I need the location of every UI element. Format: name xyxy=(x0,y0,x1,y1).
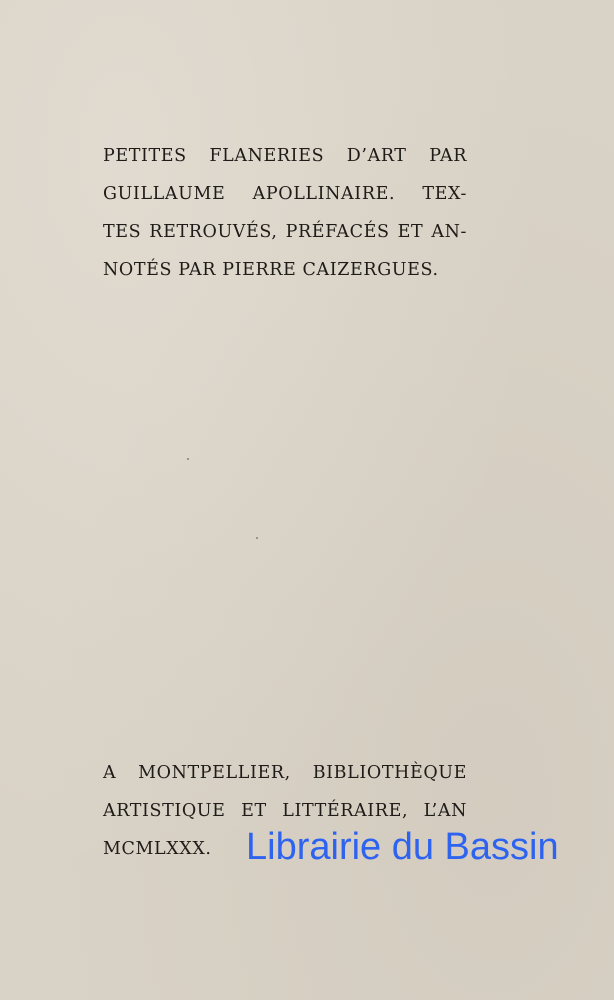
imprint-line: MCMLXXX. xyxy=(103,839,212,859)
imprint-line: ARTISTIQUE ET LITTÉRAIRE, L’AN xyxy=(103,801,467,821)
paper-speck xyxy=(256,537,258,539)
colophon-line: GUILLAUME APOLLINAIRE. TEX- xyxy=(103,184,467,204)
colophon-line: NOTÉS PAR PIERRE CAIZERGUES. xyxy=(103,260,439,280)
imprint-line: A MONTPELLIER, BIBLIOTHÈQUE xyxy=(103,763,467,783)
bookseller-watermark: Librairie du Bassin xyxy=(246,826,559,868)
colophon-paragraph xyxy=(103,137,467,289)
paper-speck xyxy=(187,458,189,460)
colophon-line: PETITES FLANERIES D’ART PAR xyxy=(103,146,467,166)
colophon-line: TES RETROUVÉS, PRÉFACÉS ET AN- xyxy=(103,222,467,242)
